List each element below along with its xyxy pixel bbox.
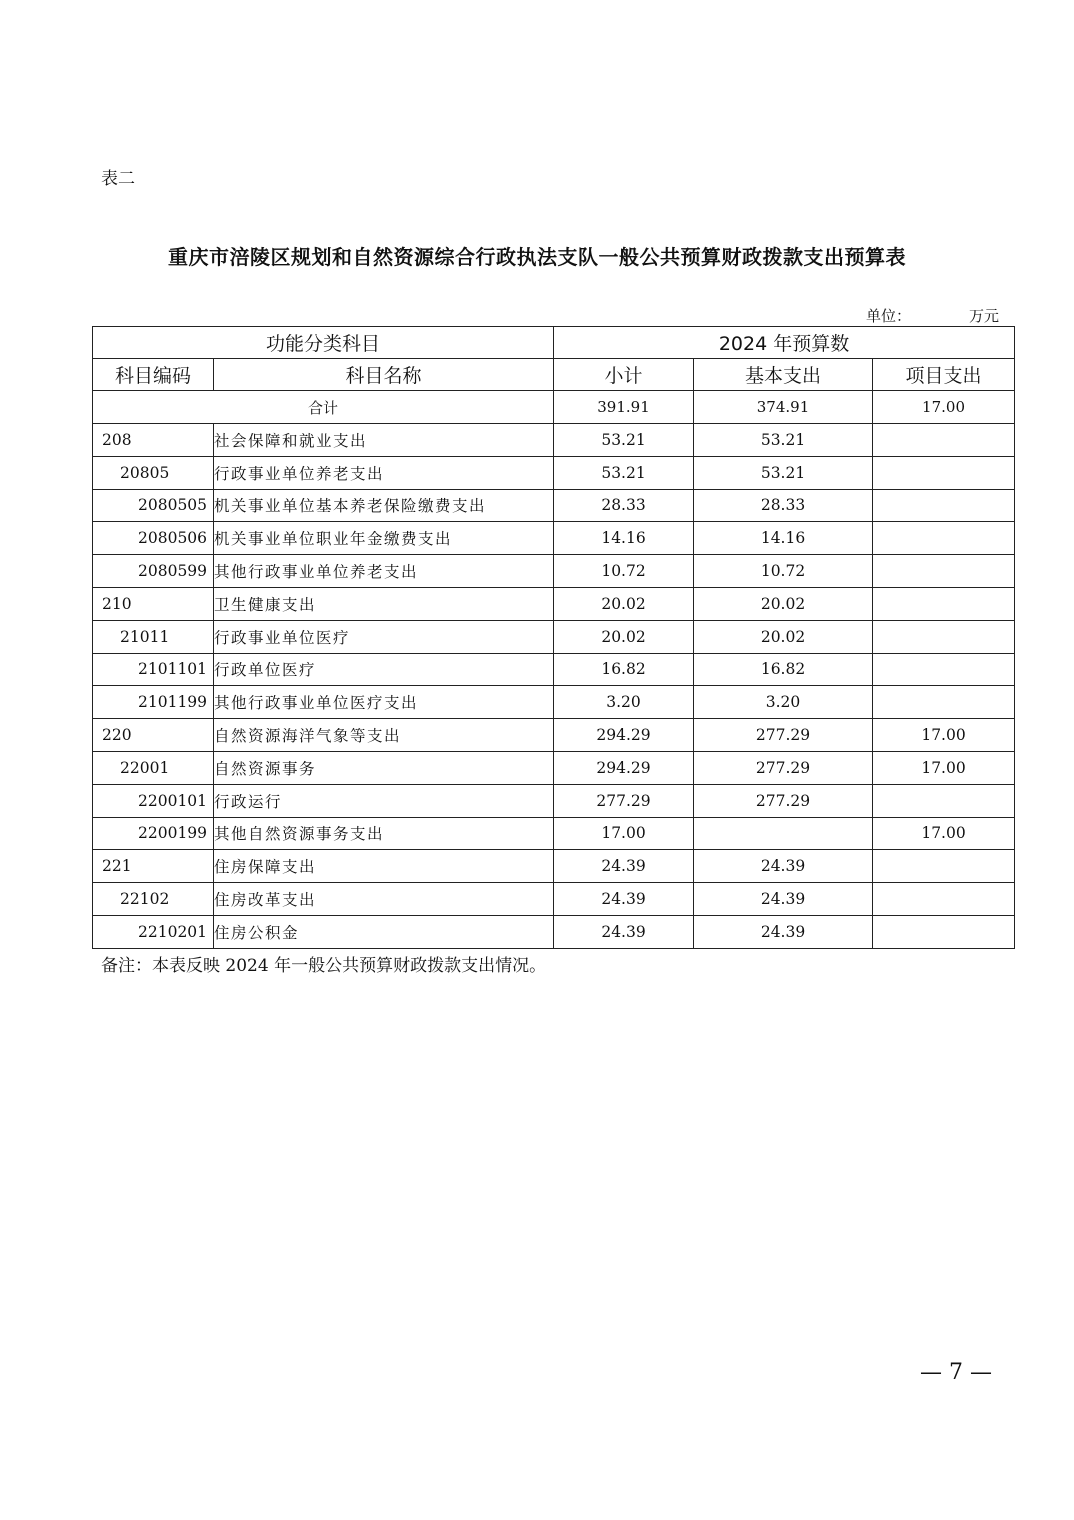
total-project: 17.00 bbox=[873, 391, 1015, 424]
row-basic: 24.39 bbox=[694, 850, 873, 883]
row-project bbox=[873, 456, 1015, 489]
document-title: 重庆市涪陵区规划和自然资源综合行政执法支队一般公共预算财政拨款支出预算表 bbox=[168, 245, 906, 269]
row-project bbox=[873, 424, 1015, 457]
row-project bbox=[873, 686, 1015, 719]
table-label: 表二 bbox=[101, 169, 135, 189]
row-basic: 16.82 bbox=[694, 653, 873, 686]
table-row bbox=[93, 784, 1015, 817]
row-subtotal: 10.72 bbox=[554, 555, 694, 588]
row-basic: 24.39 bbox=[694, 883, 873, 916]
row-name: 自然资源事务 bbox=[214, 751, 554, 784]
row-subtotal: 28.33 bbox=[554, 489, 694, 522]
row-subtotal: 17.00 bbox=[554, 817, 694, 850]
row-subtotal: 53.21 bbox=[554, 424, 694, 457]
row-name: 自然资源海洋气象等支出 bbox=[214, 719, 554, 752]
row-code: 208 bbox=[93, 424, 214, 457]
header-project-expense: 项目支出 bbox=[873, 359, 1015, 391]
row-code: 2080505 bbox=[93, 489, 214, 522]
header-code: 科目编码 bbox=[93, 359, 214, 391]
row-code: 21011 bbox=[93, 620, 214, 653]
row-name: 社会保障和就业支出 bbox=[214, 424, 554, 457]
row-basic: 53.21 bbox=[694, 456, 873, 489]
row-subtotal: 24.39 bbox=[554, 915, 694, 948]
row-project bbox=[873, 915, 1015, 948]
row-project bbox=[873, 587, 1015, 620]
row-name: 机关事业单位职业年金缴费支出 bbox=[214, 522, 554, 555]
row-subtotal: 24.39 bbox=[554, 883, 694, 916]
row-subtotal: 20.02 bbox=[554, 587, 694, 620]
row-project bbox=[873, 850, 1015, 883]
row-basic: 277.29 bbox=[694, 784, 873, 817]
row-subtotal: 20.02 bbox=[554, 620, 694, 653]
table-row bbox=[93, 915, 1015, 948]
row-code: 220 bbox=[93, 719, 214, 752]
table-row bbox=[93, 751, 1015, 784]
row-project bbox=[873, 784, 1015, 817]
table-row bbox=[93, 587, 1015, 620]
footnote: 备注：本表反映 2024 年一般公共预算财政拨款支出情况。 bbox=[101, 956, 547, 976]
table-row bbox=[93, 817, 1015, 850]
row-name: 其他行政事业单位养老支出 bbox=[214, 555, 554, 588]
page-number: — 7 — bbox=[920, 1360, 992, 1385]
row-code: 20805 bbox=[93, 456, 214, 489]
unit-value: 万元 bbox=[969, 307, 1000, 325]
row-project bbox=[873, 522, 1015, 555]
unit-label-text: 单位： bbox=[866, 307, 912, 325]
row-code: 2080506 bbox=[93, 522, 214, 555]
table-row bbox=[93, 719, 1015, 752]
row-project bbox=[873, 555, 1015, 588]
row-basic: 20.02 bbox=[694, 587, 873, 620]
table-row bbox=[93, 555, 1015, 588]
row-code: 210 bbox=[93, 587, 214, 620]
row-basic: 20.02 bbox=[694, 620, 873, 653]
row-code: 2210201 bbox=[93, 915, 214, 948]
table-row bbox=[93, 424, 1015, 457]
header-name: 科目名称 bbox=[214, 359, 554, 391]
table-row bbox=[93, 850, 1015, 883]
row-name: 行政单位医疗 bbox=[214, 653, 554, 686]
row-code: 2200199 bbox=[93, 817, 214, 850]
row-basic: 277.29 bbox=[694, 719, 873, 752]
row-name: 住房公积金 bbox=[214, 915, 554, 948]
row-project: 17.00 bbox=[873, 719, 1015, 752]
row-code: 2101101 bbox=[93, 653, 214, 686]
row-name: 卫生健康支出 bbox=[214, 587, 554, 620]
row-project: 17.00 bbox=[873, 751, 1015, 784]
total-basic: 374.91 bbox=[694, 391, 873, 424]
row-name: 住房保障支出 bbox=[214, 850, 554, 883]
row-code: 2080599 bbox=[93, 555, 214, 588]
row-basic: 24.39 bbox=[694, 915, 873, 948]
row-project bbox=[873, 620, 1015, 653]
row-basic: 277.29 bbox=[694, 751, 873, 784]
row-subtotal: 294.29 bbox=[554, 719, 694, 752]
row-basic: 14.16 bbox=[694, 522, 873, 555]
header-budget-2024: 2024 年预算数 bbox=[554, 327, 1015, 359]
total-row bbox=[93, 391, 1015, 424]
table-row bbox=[93, 653, 1015, 686]
row-subtotal: 277.29 bbox=[554, 784, 694, 817]
table-row bbox=[93, 456, 1015, 489]
row-basic: 3.20 bbox=[694, 686, 873, 719]
row-subtotal: 24.39 bbox=[554, 850, 694, 883]
row-subtotal: 294.29 bbox=[554, 751, 694, 784]
row-basic: 53.21 bbox=[694, 424, 873, 457]
table-row bbox=[93, 883, 1015, 916]
row-project bbox=[873, 883, 1015, 916]
row-code: 2101199 bbox=[93, 686, 214, 719]
row-project bbox=[873, 653, 1015, 686]
row-project bbox=[873, 489, 1015, 522]
row-code: 2200101 bbox=[93, 784, 214, 817]
header-subtotal: 小计 bbox=[554, 359, 694, 391]
table-row bbox=[93, 620, 1015, 653]
row-name: 住房改革支出 bbox=[214, 883, 554, 916]
row-name: 行政事业单位养老支出 bbox=[214, 456, 554, 489]
header-functional-category: 功能分类科目 bbox=[93, 327, 554, 359]
row-name: 其他自然资源事务支出 bbox=[214, 817, 554, 850]
row-code: 22102 bbox=[93, 883, 214, 916]
row-code: 221 bbox=[93, 850, 214, 883]
row-basic bbox=[694, 817, 873, 850]
row-subtotal: 14.16 bbox=[554, 522, 694, 555]
row-name: 行政事业单位医疗 bbox=[214, 620, 554, 653]
row-name: 行政运行 bbox=[214, 784, 554, 817]
total-subtotal: 391.91 bbox=[554, 391, 694, 424]
table-row bbox=[93, 686, 1015, 719]
row-code: 22001 bbox=[93, 751, 214, 784]
row-basic: 10.72 bbox=[694, 555, 873, 588]
table-row bbox=[93, 489, 1015, 522]
row-basic: 28.33 bbox=[694, 489, 873, 522]
header-basic-expense: 基本支出 bbox=[694, 359, 873, 391]
row-name: 机关事业单位基本养老保险缴费支出 bbox=[214, 489, 554, 522]
budget-table bbox=[92, 326, 1015, 949]
unit-label bbox=[866, 305, 999, 326]
row-subtotal: 3.20 bbox=[554, 686, 694, 719]
row-project: 17.00 bbox=[873, 817, 1015, 850]
total-label: 合计 bbox=[93, 391, 554, 424]
row-subtotal: 16.82 bbox=[554, 653, 694, 686]
row-name: 其他行政事业单位医疗支出 bbox=[214, 686, 554, 719]
row-subtotal: 53.21 bbox=[554, 456, 694, 489]
table-row bbox=[93, 522, 1015, 555]
